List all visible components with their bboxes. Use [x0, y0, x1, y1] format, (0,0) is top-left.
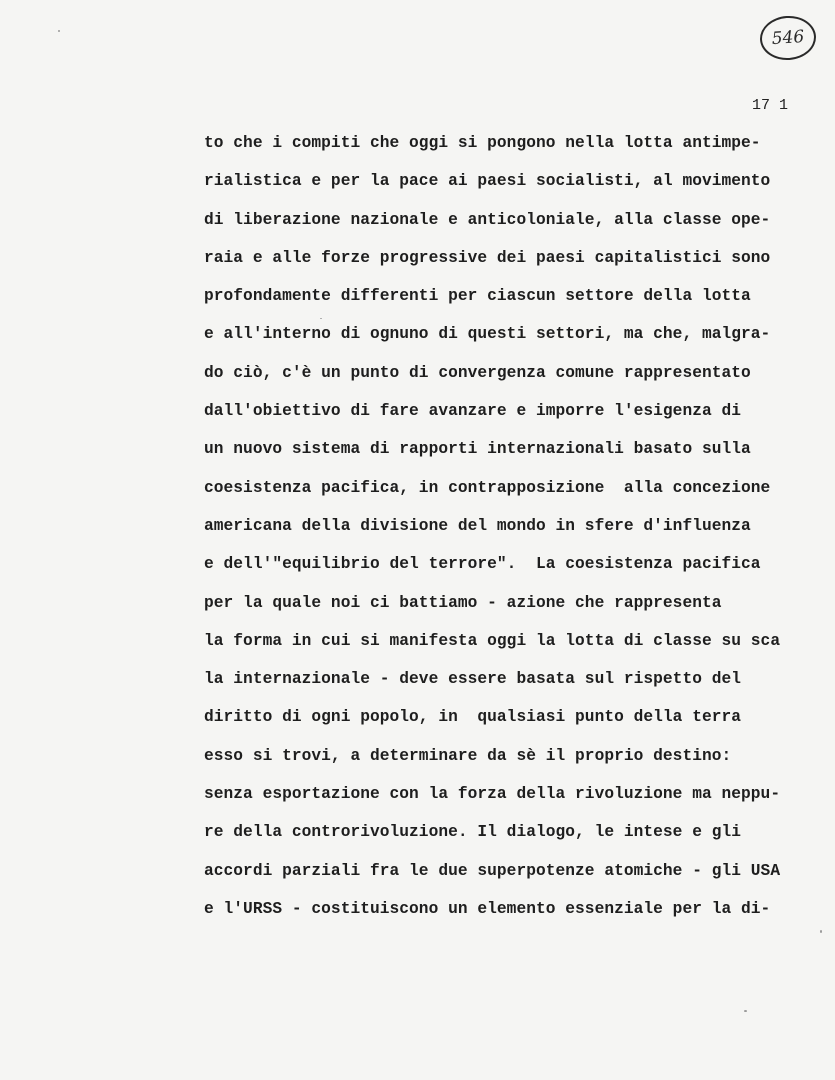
text-line: dall'obiettivo di fare avanzare e imporre l'esigenza di — [204, 402, 742, 421]
paper-speck — [320, 318, 322, 319]
paper-speck — [744, 1010, 747, 1012]
paper-speck — [820, 930, 822, 933]
text-line: diritto di ogni popolo, in qualsiasi punto della terra — [204, 708, 742, 727]
text-line: e dell'"equilibrio del terrore". La coesistenza pacifica — [204, 555, 761, 574]
text-line: e all'interno di ognuno di questi settori, ma che, malgra- — [204, 325, 771, 344]
text-line: la forma in cui si manifesta oggi la lotta di classe su sca — [204, 631, 781, 650]
text-line: senza esportazione con la forza della rivoluzione ma neppu- — [204, 785, 781, 804]
text-line: esso si trovi, a determinare da sè il proprio destino: — [204, 746, 732, 765]
text-line: rialistica e per la pace ai paesi socialisti, al movimento — [204, 172, 771, 191]
text-line: do ciò, c'è un punto di convergenza comune rappresentato — [204, 363, 751, 382]
text-line: e l'URSS - costituiscono un elemento essenziale per la di- — [204, 899, 771, 918]
text-line: americana della divisione del mondo in sfere d'influenza — [204, 516, 751, 535]
paper-speck — [58, 30, 60, 32]
text-line: la internazionale - deve essere basata sul rispetto del — [204, 670, 742, 689]
page-number: 17 1 — [752, 97, 789, 114]
text-line: profondamente differenti per ciascun settore della lotta — [204, 287, 751, 306]
text-line: raia e alle forze progressive dei paesi capitalistici sono — [204, 248, 771, 267]
text-line: re della controrivoluzione. Il dialogo, le intese e gli — [204, 823, 742, 842]
text-line: coesistenza pacifica, in contrapposizione alla concezione — [204, 478, 771, 497]
text-line: to che i compiti che oggi si pongono nella lotta antimpe- — [204, 134, 761, 152]
archive-stamp-number: 546 — [771, 26, 805, 50]
text-line: un nuovo sistema di rapporti internazionali basato sulla — [204, 440, 751, 459]
text-line: di liberazione nazionale e anticoloniale, alla classe ope- — [204, 210, 771, 229]
body-text — [204, 128, 804, 932]
text-line: accordi parziali fra le due superpotenze atomiche - gli USA — [204, 861, 781, 880]
text-line: per la quale noi ci battiamo - azione che rappresenta — [204, 593, 722, 612]
archive-stamp — [759, 14, 818, 62]
